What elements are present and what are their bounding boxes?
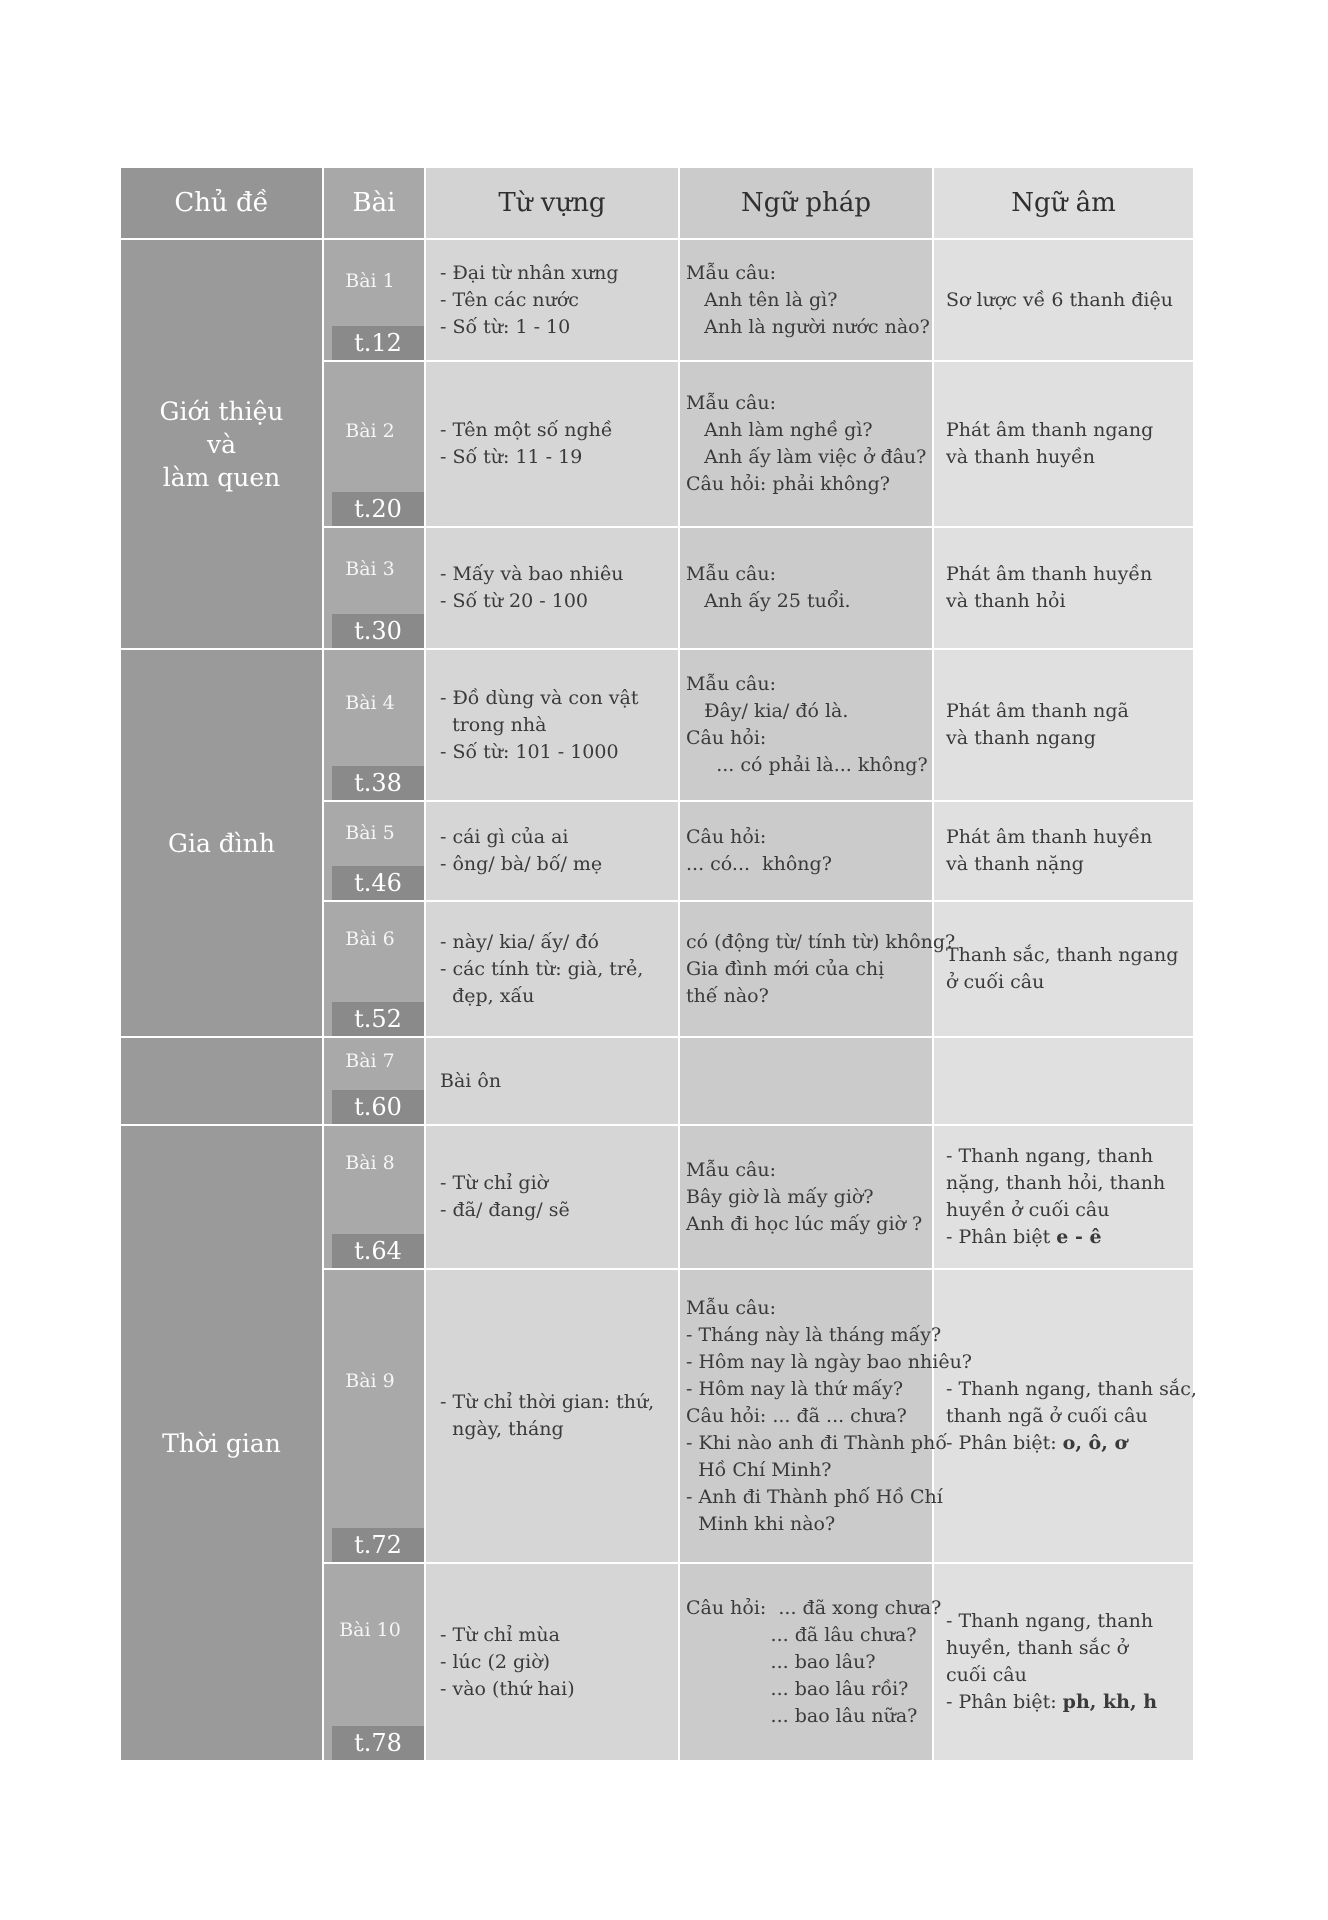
header-row: [120, 167, 1194, 239]
cell-text: huyền ở cuối câu: [946, 1199, 1110, 1221]
cell-line: [946, 1608, 1183, 1635]
cell-line: [686, 1484, 943, 1511]
cell-line: [440, 1068, 668, 1095]
cell-text: Bây giờ là mấy giờ?: [686, 1185, 874, 1208]
cell-line: [946, 444, 1183, 471]
cell-line: [440, 588, 668, 615]
cell-text: Phát âm thanh huyền: [946, 563, 1153, 585]
cell-line: [946, 1430, 1183, 1457]
cell-line: [946, 1170, 1183, 1197]
cell-line: [440, 1389, 668, 1416]
topic-empty: [120, 1037, 323, 1125]
grammar-cell: [679, 1563, 942, 1761]
cell-text: Mẫu câu:: [686, 392, 776, 414]
cell-text: Câu hỏi: ... đã xong chưa?: [686, 1596, 942, 1619]
cell-line: [686, 1184, 922, 1211]
cell-text: Đây/ kia/ đó là.: [686, 700, 849, 722]
cell-line: [946, 417, 1183, 444]
syllabus-table: [119, 166, 1195, 1762]
cell-line: [946, 1403, 1183, 1430]
lesson-cell: [323, 901, 425, 1037]
cell-text: Mẫu câu:: [686, 261, 776, 284]
cell-text: - Số từ 20 - 100: [440, 590, 588, 612]
cell-text: - Thanh ngang, thanh: [946, 1145, 1154, 1167]
cell-text: trong nhà: [440, 713, 547, 736]
cell-line: [440, 739, 668, 766]
cell-line: [686, 929, 956, 956]
topic-intro: [120, 239, 323, 649]
topic-label: Thời gian: [162, 1428, 281, 1458]
cell-text: - Từ chỉ thời gian: thứ,: [440, 1391, 655, 1413]
cell-line: [440, 983, 668, 1010]
phonetics-cell: [933, 649, 1194, 801]
topic-line: làm quen: [162, 462, 281, 492]
cell-text: - Hôm nay là thứ mấy?: [686, 1377, 904, 1400]
cell-line: [440, 260, 668, 287]
cell-line: [946, 561, 1183, 588]
cell-text: ... bao lâu rồi?: [686, 1677, 909, 1700]
cell-text: - Tên một số nghề: [440, 419, 613, 441]
cell-text: Phát âm thanh ngang: [946, 419, 1154, 441]
table-row: [120, 1125, 1194, 1269]
bold-term: ph, kh, h: [1062, 1691, 1158, 1713]
cell-text: Câu hỏi: ... đã ... chưa?: [686, 1404, 907, 1427]
cell-text: - Từ chỉ mùa: [440, 1623, 560, 1646]
vocab-cell: [425, 1037, 679, 1125]
cell-line: [946, 588, 1183, 615]
lesson-cell: [323, 649, 425, 801]
cell-text: - Tên các nước: [440, 288, 579, 311]
cell-line: [686, 287, 922, 314]
cell-text: Câu hỏi:: [686, 727, 767, 749]
cell-text: - này/ kia/ ấy/ đó: [440, 930, 599, 953]
grammar-cell: [679, 361, 933, 527]
cell-text: Bài ôn: [440, 1069, 502, 1092]
lesson-cell: [323, 1269, 425, 1563]
cell-line: [946, 1197, 1183, 1224]
cell-line: [946, 1635, 1183, 1662]
grammar-cell: [679, 901, 956, 1037]
cell-text: - Số từ: 101 - 1000: [440, 740, 619, 763]
cell-text: Mẫu câu:: [686, 1158, 776, 1181]
cell-text: - Tháng này là tháng mấy?: [686, 1323, 942, 1346]
cell-line: [946, 1224, 1183, 1251]
lesson-name: Bài 6: [345, 928, 395, 950]
lesson-page: t.30: [332, 614, 424, 648]
lesson-cell: [323, 1563, 425, 1761]
cell-line: [686, 1403, 922, 1430]
cell-line: [946, 942, 1183, 969]
cell-text: - Đồ dùng và con vật: [440, 686, 639, 709]
cell-text: - Số từ: 11 - 19: [440, 446, 583, 468]
cell-line: [440, 1622, 668, 1649]
cell-text: Anh là người nước nào?: [686, 315, 930, 338]
lesson-name: Bài 3: [345, 558, 395, 580]
cell-line: [686, 260, 922, 287]
cell-text: Mẫu câu:: [686, 563, 776, 585]
cell-line: [686, 1349, 972, 1376]
vocab-cell: [425, 239, 679, 361]
cell-line: [440, 417, 668, 444]
cell-text: thanh ngã ở cuối câu: [946, 1404, 1148, 1427]
cell-text: ... có phải là... không?: [686, 754, 928, 776]
cell-line: [686, 1676, 922, 1703]
grammar-cell: [679, 239, 933, 361]
cell-text: - các tính từ: già, trẻ,: [440, 957, 644, 980]
cell-text: - lúc (2 giờ): [440, 1650, 551, 1673]
cell-text: - Thanh ngang, thanh sắc,: [946, 1377, 1197, 1400]
cell-line: [440, 287, 668, 314]
cell-line: [440, 851, 668, 878]
cell-line: [686, 1649, 922, 1676]
cell-line: [686, 824, 922, 851]
cell-line: [686, 1595, 942, 1622]
lesson-name: Bài 8: [345, 1152, 395, 1174]
lesson-page: t.52: [332, 1002, 424, 1036]
header-phonetics: Ngữ âm: [933, 167, 1194, 239]
grammar-cell: [679, 1269, 972, 1563]
topic-line: và: [206, 429, 237, 459]
cell-text: Sơ lược về 6 thanh điệu: [946, 288, 1173, 311]
cell-text: - Số từ: 1 - 10: [440, 315, 571, 338]
cell-line: [440, 712, 668, 739]
lesson-page: t.20: [332, 492, 424, 526]
lesson-name: Bài 9: [345, 1370, 395, 1392]
cell-text: - vào (thứ hai): [440, 1677, 575, 1700]
cell-text: ... có... không?: [686, 853, 832, 875]
cell-line: [686, 1511, 922, 1538]
cell-text: Anh ấy làm việc ở đâu?: [686, 446, 927, 468]
cell-text: - Phân biệt:: [946, 1691, 1063, 1713]
lesson-cell: [323, 361, 425, 527]
grammar-cell: [679, 801, 933, 901]
cell-line: [440, 1170, 668, 1197]
cell-line: [686, 390, 922, 417]
cell-line: [686, 1457, 922, 1484]
cell-text: Anh ấy 25 tuổi.: [686, 590, 851, 612]
topic-time: [120, 1125, 323, 1761]
lesson-cell: [323, 1125, 425, 1269]
lesson-page: t.38: [332, 766, 424, 800]
cell-line: [946, 1662, 1183, 1689]
lesson-page: t.72: [332, 1528, 424, 1562]
header-grammar: Ngữ pháp: [679, 167, 933, 239]
cell-line: [686, 725, 922, 752]
table-row: [120, 649, 1194, 801]
grammar-cell: [679, 1037, 933, 1125]
cell-text: - Khi nào anh đi Thành phố: [686, 1431, 947, 1454]
cell-text: Anh đi học lúc mấy giờ ?: [686, 1212, 923, 1235]
cell-line: [686, 417, 922, 444]
cell-text: - Anh đi Thành phố Hồ Chí: [686, 1485, 943, 1508]
cell-text: Minh khi nào?: [686, 1512, 836, 1535]
grammar-cell: [679, 649, 933, 801]
cell-text: Gia đình mới của chị: [686, 957, 885, 980]
bold-term: o, ô, ơ: [1062, 1431, 1128, 1454]
cell-text: và thanh huyền: [946, 446, 1095, 468]
phonetics-cell: [933, 527, 1194, 649]
phonetics-cell: [933, 239, 1194, 361]
phonetics-cell: [933, 801, 1194, 901]
phonetics-cell: [933, 901, 1194, 1037]
cell-text: - đã/ đang/ sẽ: [440, 1199, 570, 1221]
cell-line: [686, 1211, 922, 1238]
cell-text: ... bao lâu?: [686, 1650, 876, 1673]
cell-line: [440, 685, 668, 712]
cell-line: [686, 983, 922, 1010]
cell-text: Mẫu câu:: [686, 673, 776, 695]
cell-line: [440, 1197, 668, 1224]
lesson-name: Bài 5: [345, 822, 395, 844]
cell-line: [686, 561, 922, 588]
cell-line: [946, 851, 1183, 878]
cell-text: Câu hỏi:: [686, 826, 767, 848]
cell-text: - Phân biệt:: [946, 1431, 1063, 1454]
cell-text: nặng, thanh hỏi, thanh: [946, 1172, 1166, 1194]
cell-text: và thanh hỏi: [946, 590, 1066, 612]
cell-text: ... bao lâu nữa?: [686, 1704, 918, 1727]
cell-text: có (động từ/ tính từ) không?: [686, 930, 956, 953]
lesson-name: Bài 1: [345, 270, 395, 292]
lesson-name: Bài 10: [339, 1619, 401, 1641]
cell-text: đẹp, xấu: [440, 984, 535, 1007]
phonetics-cell: [933, 1125, 1194, 1269]
lesson-page: t.46: [332, 866, 424, 900]
lesson-cell: [323, 239, 425, 361]
cell-line: [946, 1143, 1183, 1170]
cell-text: ở cuối câu: [946, 971, 1045, 993]
table-row: [120, 239, 1194, 361]
cell-line: [440, 314, 668, 341]
cell-text: huyền, thanh sắc ở: [946, 1637, 1129, 1659]
cell-line: [440, 929, 668, 956]
cell-text: và thanh nặng: [946, 853, 1084, 875]
cell-line: [686, 671, 922, 698]
cell-text: ngày, tháng: [440, 1418, 564, 1440]
cell-line: [946, 287, 1183, 314]
lesson-cell: [323, 1037, 425, 1125]
lesson-page: t.78: [332, 1726, 424, 1760]
header-lesson: Bài: [323, 167, 425, 239]
lesson-cell: [323, 527, 425, 649]
lesson-name: Bài 2: [345, 420, 395, 442]
cell-line: [946, 1376, 1197, 1403]
lesson-name: Bài 4: [345, 692, 395, 714]
cell-line: [686, 588, 922, 615]
cell-line: [440, 1649, 668, 1676]
cell-text: Hồ Chí Minh?: [686, 1458, 832, 1481]
cell-line: [946, 824, 1183, 851]
lesson-page: t.64: [332, 1234, 424, 1268]
cell-text: - Mấy và bao nhiêu: [440, 563, 624, 585]
cell-line: [946, 1689, 1183, 1716]
phonetics-cell: [933, 1269, 1197, 1563]
cell-line: [946, 725, 1183, 752]
cell-text: Anh làm nghề gì?: [686, 419, 873, 441]
grammar-cell: [679, 527, 933, 649]
cell-line: [440, 444, 668, 471]
lesson-page: t.12: [332, 326, 424, 360]
lesson-name: Bài 7: [345, 1050, 395, 1072]
cell-text: - Thanh ngang, thanh: [946, 1610, 1154, 1632]
cell-line: [686, 851, 922, 878]
cell-line: [686, 444, 927, 471]
cell-text: - Hôm nay là ngày bao nhiêu?: [686, 1350, 972, 1373]
vocab-cell: [425, 1269, 679, 1563]
cell-text: - Phân biệt: [946, 1226, 1057, 1248]
phonetics-cell: [933, 1037, 1194, 1125]
lesson-cell: [323, 801, 425, 901]
cell-line: [686, 1703, 922, 1730]
cell-line: [440, 561, 668, 588]
vocab-cell: [425, 649, 679, 801]
cell-text: Phát âm thanh huyền: [946, 826, 1153, 848]
cell-text: Anh tên là gì?: [686, 288, 838, 311]
cell-line: [686, 1430, 947, 1457]
grammar-cell: [679, 1125, 933, 1269]
cell-text: ... đã lâu chưa?: [686, 1623, 917, 1646]
vocab-cell: [425, 361, 679, 527]
cell-line: [440, 1676, 668, 1703]
header-topic: Chủ đề: [120, 167, 323, 239]
vocab-cell: [425, 901, 679, 1037]
cell-line: [946, 969, 1183, 996]
phonetics-cell: [933, 361, 1194, 527]
cell-text: cuối câu: [946, 1664, 1027, 1686]
cell-text: - cái gì của ai: [440, 826, 569, 848]
cell-line: [440, 824, 668, 851]
cell-text: - Từ chỉ giờ: [440, 1172, 549, 1194]
cell-text: - ông/ bà/ bố/ mẹ: [440, 853, 603, 875]
vocab-cell: [425, 1125, 679, 1269]
cell-text: Mẫu câu:: [686, 1296, 776, 1319]
cell-text: Câu hỏi: phải không?: [686, 473, 890, 495]
topic-family: [120, 649, 323, 1037]
lesson-page: t.60: [332, 1090, 424, 1124]
cell-line: [440, 1416, 668, 1443]
header-vocab: Từ vựng: [425, 167, 679, 239]
topic-line: Giới thiệu: [159, 396, 284, 426]
cell-line: [686, 752, 928, 779]
cell-text: và thanh ngang: [946, 727, 1096, 749]
vocab-cell: [425, 801, 679, 901]
cell-line: [686, 1157, 922, 1184]
topic-label: Gia đình: [167, 828, 276, 858]
cell-line: [686, 956, 922, 983]
cell-line: [440, 956, 668, 983]
cell-text: - Đại từ nhân xưng: [440, 261, 619, 284]
cell-line: [686, 1376, 922, 1403]
cell-line: [686, 1622, 922, 1649]
vocab-cell: [425, 527, 679, 649]
cell-text: Thanh sắc, thanh ngang: [946, 944, 1179, 966]
cell-text: thế nào?: [686, 984, 769, 1007]
table-row: [120, 1037, 1194, 1125]
cell-line: [686, 698, 922, 725]
cell-line: [686, 314, 930, 341]
cell-line: [946, 698, 1183, 725]
cell-line: [686, 1295, 922, 1322]
vocab-cell: [425, 1563, 679, 1761]
cell-line: [686, 1322, 942, 1349]
bold-term: e - ê: [1056, 1226, 1102, 1248]
phonetics-cell: [933, 1563, 1194, 1761]
cell-line: [686, 471, 922, 498]
cell-text: Phát âm thanh ngã: [946, 700, 1129, 722]
